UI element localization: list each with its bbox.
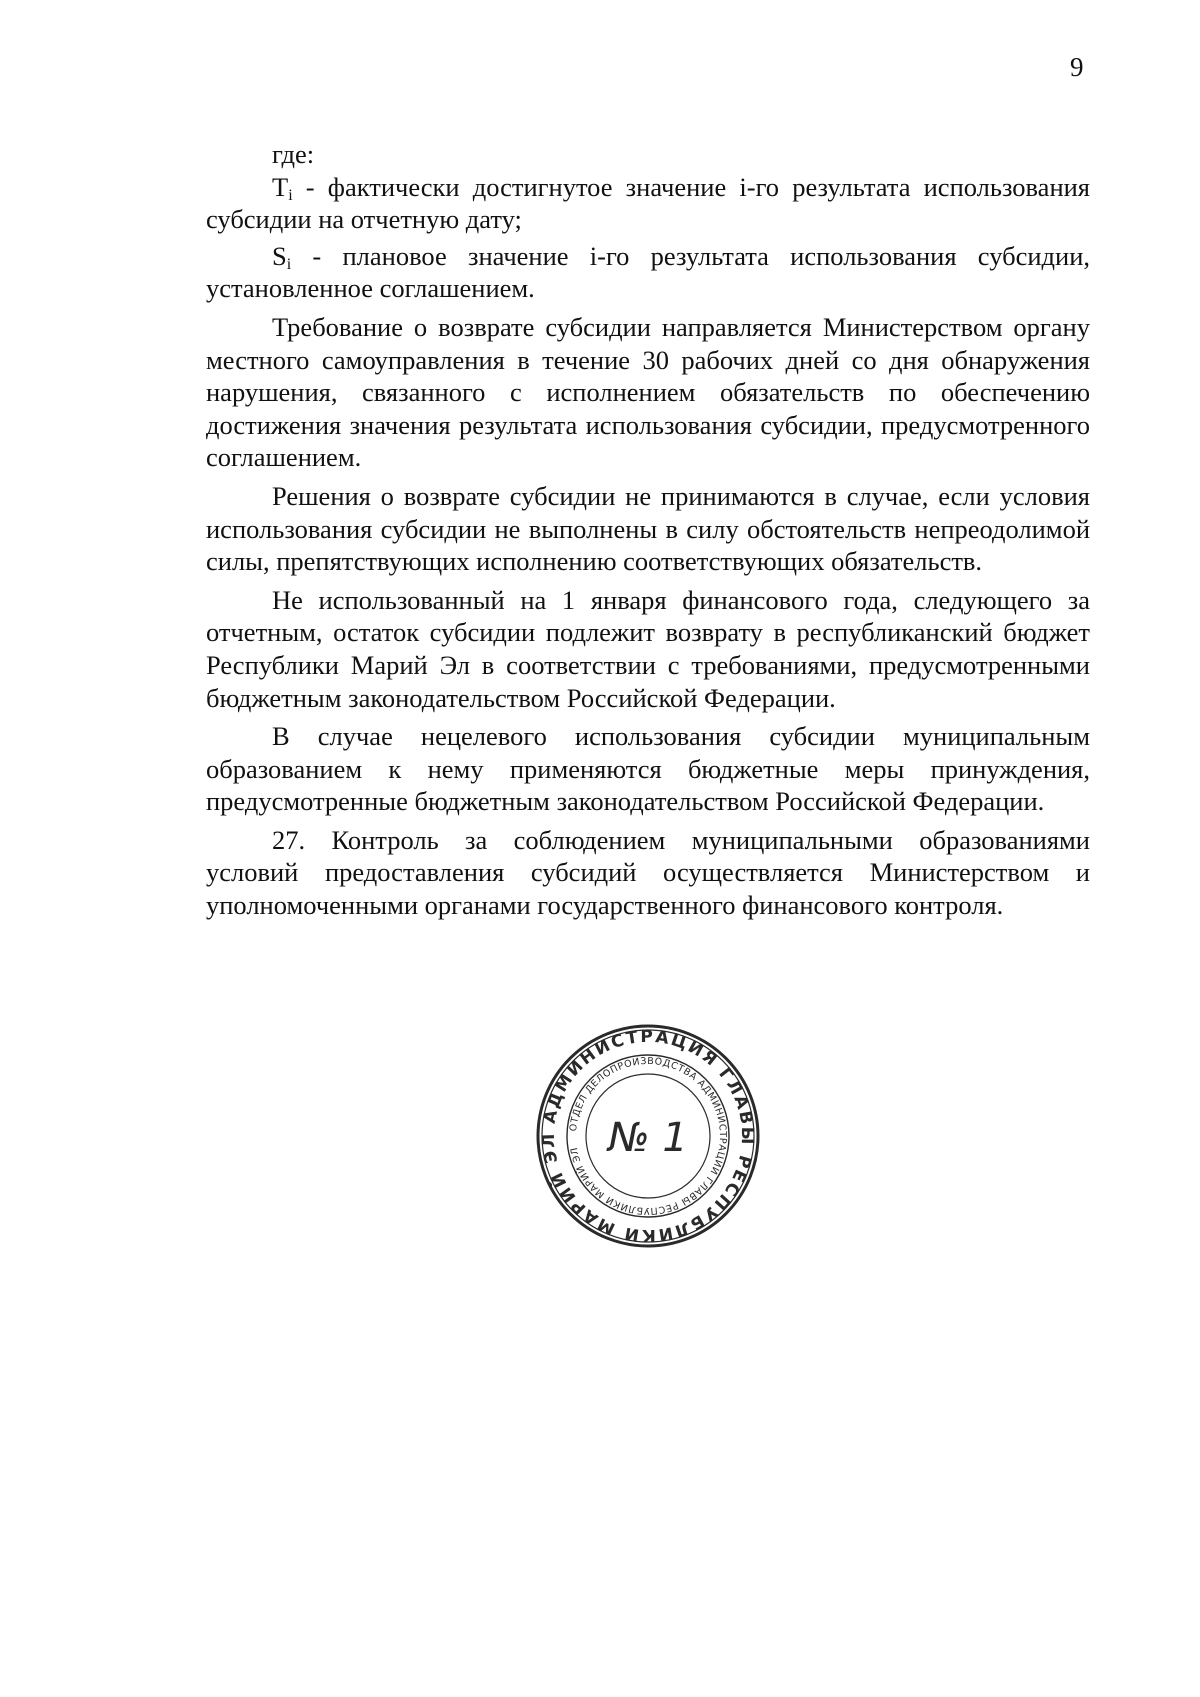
symbol-t: T bbox=[272, 171, 289, 202]
document-body bbox=[206, 138, 1090, 922]
paragraph-control: 27. Контроль за соблюдением муниципальными образованиями условий предоставления субсидий осуществляется Министерством и уполномоченными органами государственного финансового контроля. bbox=[206, 824, 1090, 921]
seal-inner-text: ОТДЕЛ ДЕЛОПРОИЗВОДСТВА АДМИНИСТРАЦИИ ГЛАВЫ РЕСПУБЛИКИ МАРИЙ ЭЛ bbox=[568, 1055, 729, 1217]
subscript-t: i bbox=[288, 186, 293, 204]
paragraph-misuse: В случае нецелевого использования субсидии муниципальным образованием к нему применяются бюджетные меры принуждения, предусмотренные бюджетным законодательством Российской Федерации. bbox=[206, 721, 1090, 817]
page-number: 9 bbox=[1070, 52, 1084, 82]
seal-outer-text: АДМИНИСТРАЦИЯ ГЛАВЫ РЕСПУБЛИКИ МАРИЙ ЭЛ bbox=[538, 1026, 758, 1246]
definition-s bbox=[206, 240, 1090, 305]
definition-t bbox=[206, 171, 1090, 236]
symbol-s: S bbox=[272, 240, 287, 271]
paragraph-force-majeure: Решения о возврате субсидии не принимаются в случае, если условия использования субсидии не выполнены в силу обстоятельств непреодолимой силы, препятствующих исполнению соответствующих обязательств. bbox=[206, 480, 1090, 577]
definition-s-text: - плановое значение i-го результата использования субсидии, установленное соглашением. bbox=[206, 240, 1090, 304]
definition-t-text: - фактически достигнутое значение i-го результата использования субсидии на отчетную дату; bbox=[206, 171, 1090, 235]
official-seal bbox=[535, 1023, 761, 1249]
paragraph-unused-balance: Не использованный на 1 января финансового года, следующего за отчетным, остаток субсидии подлежит возврату в республиканский бюджет Республики Марий Эл в соответствии с требованиями, предусмотренными бюджетным законодательством Российской Федерации. bbox=[206, 584, 1090, 713]
paragraph-refund-requirement: Требование о возврате субсидии направляется Министерством органу местного самоуправления в течение 30 рабочих дней со дня обнаружения нарушения, связанного с исполнением обязательств по обеспечению достижения значения результата использования субсидии, предусмотренного соглашением. bbox=[206, 311, 1090, 473]
definitions-intro: где: bbox=[272, 139, 315, 169]
seal-center-number: № 1 bbox=[608, 1115, 688, 1161]
subscript-s: i bbox=[286, 255, 292, 273]
